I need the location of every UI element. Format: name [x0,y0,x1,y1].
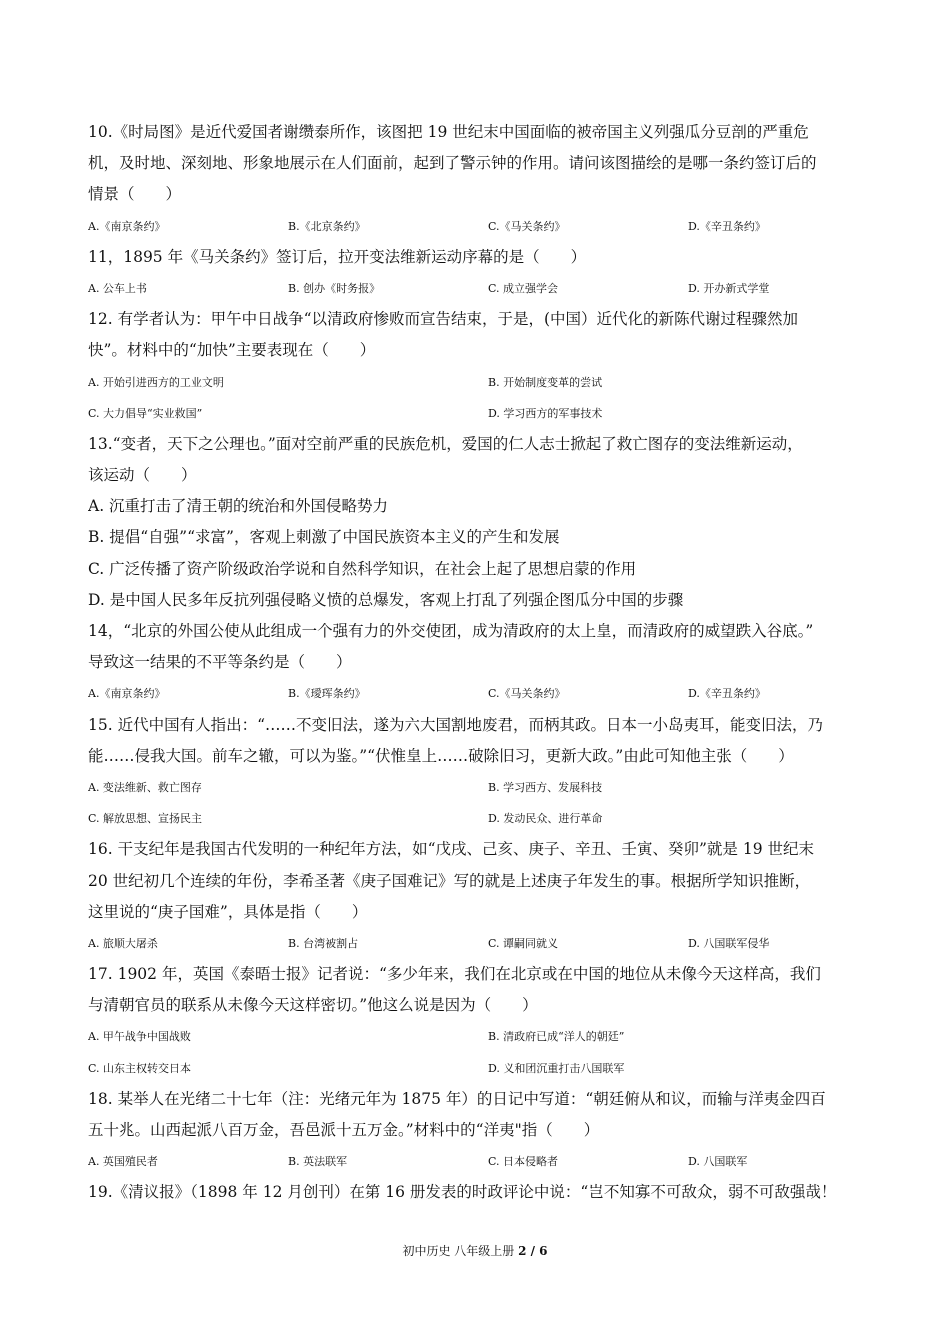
q17-options-row-1 [88,1021,863,1052]
q15-option-a: A. 变法维新、救亡图存 [88,780,202,794]
q14-option-b: B.《璦珲条约》 [288,687,366,701]
q18-option-d: D. 八国联军 [688,1155,748,1169]
q10-option-b: B.《北京条约》 [288,219,366,233]
q18-option-a: A. 英国殖民者 [88,1155,158,1169]
q15-option-b: B. 学习西方、发展科技 [488,780,603,794]
q13-stem-line-2: 该运动（ ） [88,466,197,485]
q15-option-d: D. 发动民众、进行革命 [488,812,603,826]
q11-option-a: A. 公车上书 [88,281,147,295]
q16-stem-line-1: 16. 干支纪年是我国古代发明的一种纪年方法，如“戊戌、己亥、庚子、辛丑、壬寅、癸卯”就是 19 世纪末 [88,840,815,859]
page-number: 2 / 6 [518,1244,548,1258]
q19-stem-line-1: 19.《清议报》（1898 年 12 月创刊）在第 16 册发表的时政评论中说：“岂不知寡不可敌众，弱不可敌强哉！ [88,1183,837,1202]
q16-option-b: B. 台湾被割占 [288,936,359,950]
q17-option-b: B. 清政府已成“洋人的朝廷” [488,1030,625,1044]
q17-option-a: A. 甲午战争中国战败 [88,1030,191,1044]
q10-option-d: D.《辛丑条约》 [688,219,766,233]
q15-options-row-2 [88,803,863,834]
q10-stem-line-3: 情景（ ） [88,185,182,204]
q16-option-d: D. 八国联军侵华 [688,936,770,950]
q14-option-a: A.《南京条约》 [88,687,166,701]
q18-stem-line-2: 五十兆。山西起派八百万金，吾邑派十五万金。”材料中的“洋夷"指（ ） [88,1121,600,1139]
q11-option-d: D. 开办新式学堂 [688,281,770,295]
q16-option-c: C. 谭嗣同就义 [488,936,559,950]
q17-options-row-2 [88,1053,863,1084]
q17-stem-line-2: 与清朝官员的联系从未像今天这样密切。”他这么说是因为（ ） [88,996,538,1015]
page-footer [0,1242,950,1260]
q16-stem-line-2: 20 世纪初几个连续的年份，李希圣著《庚子国难记》写的就是上述庚子年发生的事。根据所学知识推断， [88,871,811,890]
q12-option-c: C. 大力倡导“实业救国” [88,406,203,420]
q17-option-c: C. 山东主权转交日本 [88,1061,192,1075]
q18-options [88,1146,863,1177]
q16-option-a: A. 旅顺大屠杀 [88,936,158,950]
q16-stem-line-3: 这里说的“庚子国难”，具体是指（ ） [88,902,368,921]
q15-stem-line-1: 15. 近代中国有人指出：“……不变旧法，遂为六大国割地废君，而柄其政。日本一小岛夷耳，能变旧法，乃 [88,715,824,734]
q18-option-b: B. 英法联军 [288,1155,348,1169]
q15-option-c: C. 解放思想、宣扬民主 [88,812,203,826]
footer-label: 初中历史 八年级上册 [402,1244,519,1258]
q10-option-c: C.《马关条约》 [488,219,566,233]
question-list [88,117,863,1209]
q16-options [88,928,863,959]
q12-options-row-1 [88,367,863,398]
q13-option-c: C. 广泛传播了资产阶级政治学说和自然科学知识，在社会上起了思想启蒙的作用 [88,559,637,578]
q14-options [88,678,863,709]
q12-stem-line-1: 12. 有学者认为：甲午中日战争“以清政府惨败而宣告结束，于是，(中国）近代化的新陈代谢过程骤然加 [88,310,799,329]
q13-stem-line-1: 13.“变者，天下之公理也。”面对空前严重的民族危机，爱国的仁人志士掀起了救亡图存的变法维新运动， [88,434,803,453]
q12-option-a: A. 开始引进西方的工业文明 [88,375,224,389]
q18-option-c: C. 日本侵略者 [488,1155,559,1169]
q14-stem-line-1: 14，“北京的外国公使从此组成一个强有力的外交使团，成为清政府的太上皇，而清政府的威望跌入谷底。” [88,622,814,640]
q12-options-row-2 [88,398,863,429]
q14-option-c: C.《马关条约》 [488,687,566,701]
q15-stem-line-2: 能……侵我大国。前车之辙，可以为鉴。”“伏惟皇上……破除旧习，更新大政。”由此可知他主张（ ） [88,746,794,765]
q18-stem-line-1: 18. 某举人在光绪二十七年（注：光绪元年为 1875 年）的日记中写道：“朝廷俯从和议，而输与洋夷金四百 [88,1089,826,1108]
q10-option-a: A.《南京条约》 [88,219,166,233]
q17-option-d: D. 义和团沉重打击八国联军 [488,1061,625,1075]
q12-stem-line-2: 快”。材料中的“加快”主要表现在（ ） [88,341,376,360]
q10-stem-line-1: 10.《时局图》是近代爱国者谢缵泰所作，该图把 19 世纪末中国面临的被帝国主义列强瓜分豆剖的严重危 [88,123,809,141]
q17-stem-line-1: 17. 1902 年，英国《泰晤士报》记者说：“多少年来，我们在北京或在中国的地位从未像今天这样高，我们 [88,965,821,984]
q13-option-d: D. 是中国人民多年反抗列强侵略义愤的总爆发，客观上打乱了列强企图瓜分中国的步骤 [88,590,684,609]
q15-options-row-1 [88,772,863,803]
q14-stem-line-2: 导致这一结果的不平等条约是（ ） [88,653,352,672]
q10-stem-line-2: 机，及时地、深刻地、形象地展示在人们面前，起到了警示钟的作用。请问该图描绘的是哪一条约签订后的 [88,154,817,173]
q13-option-b: B. 提倡“自强”“求富”，客观上刺激了中国民族资本主义的产生和发展 [88,528,560,547]
q11-stem-line-1: 11，1895 年《马关条约》签订后，拉开变法维新运动序幕的是（ ） [88,247,587,266]
q10-options [88,211,863,242]
q12-option-d: D. 学习西方的军事技术 [488,406,603,420]
q14-option-d: D.《辛丑条约》 [688,687,766,701]
q13-option-a: A. 沉重打击了清王朝的统治和外国侵略势力 [88,497,389,516]
q11-option-c: C. 成立强学会 [488,281,559,295]
q12-option-b: B. 开始制度变革的尝试 [488,375,603,389]
q11-option-b: B. 创办《时务报》 [288,281,381,295]
q11-options [88,273,863,304]
